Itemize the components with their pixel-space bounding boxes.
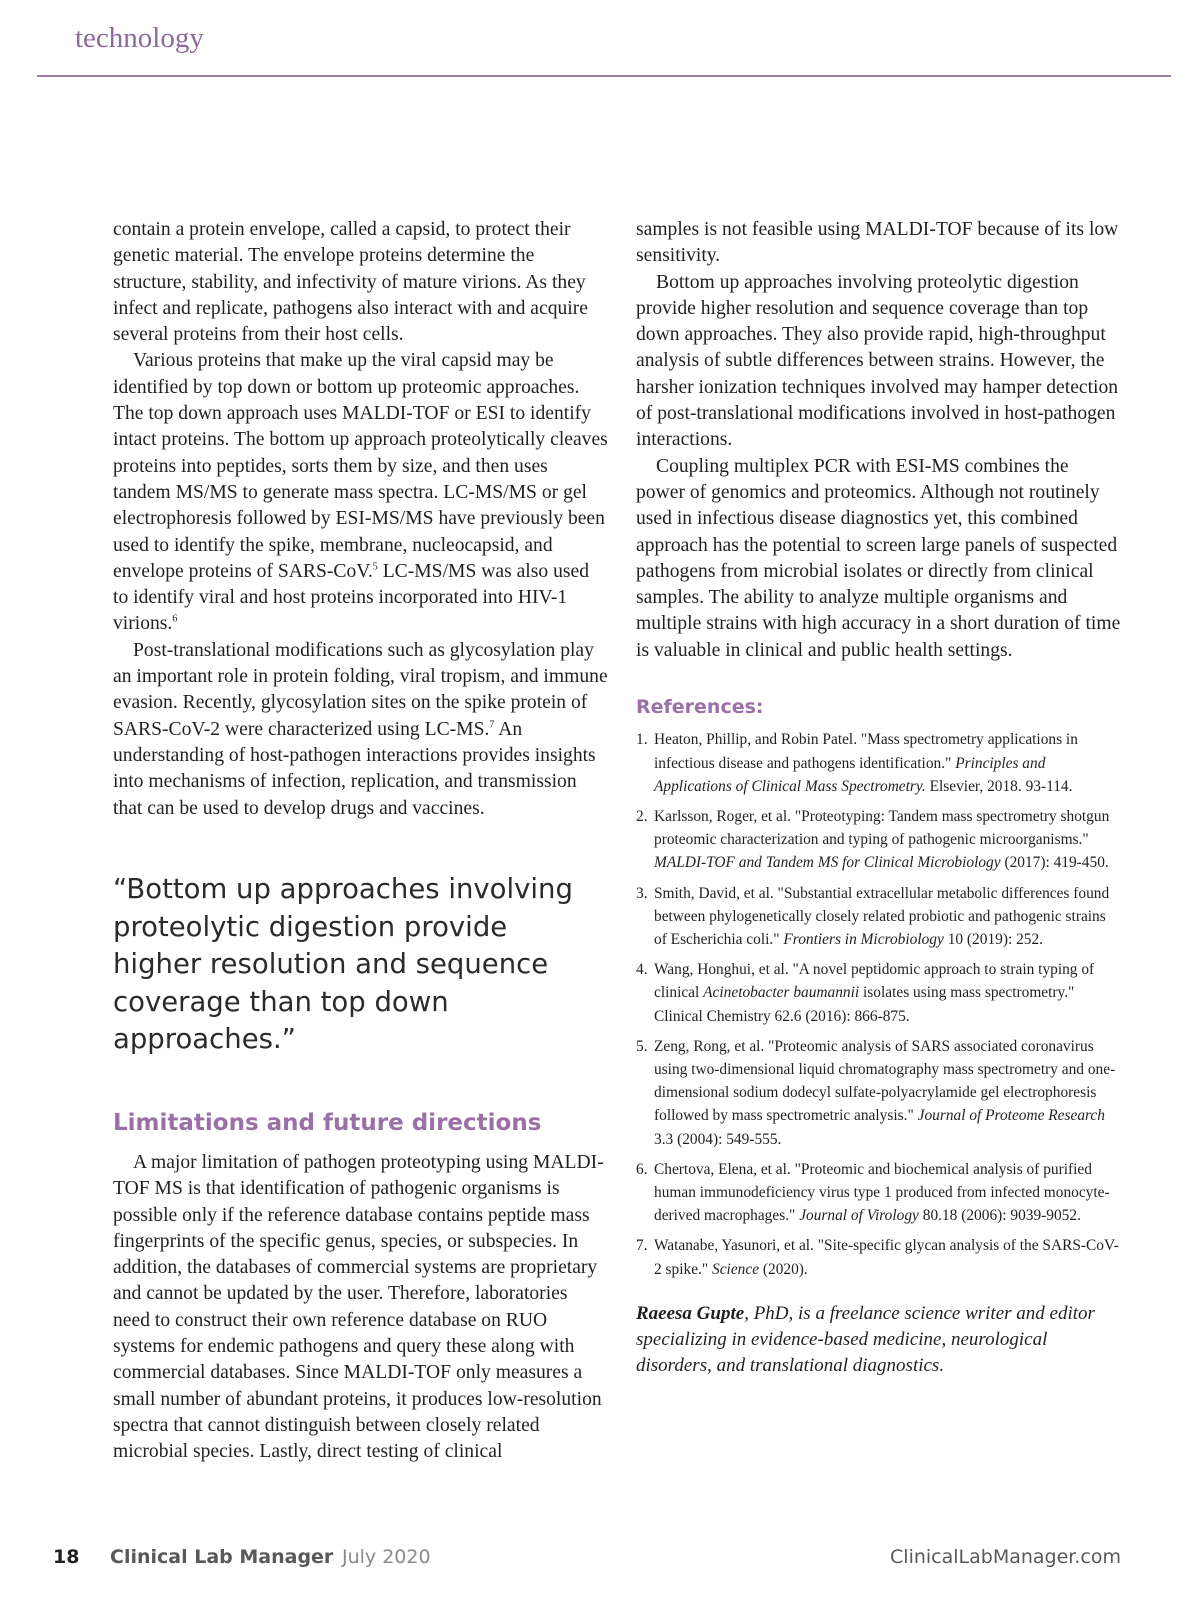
reference-text: Watanabe, Yasunori, et al. "Site-specific glycan analysis of the SARS-CoV-2 spike." (654, 1237, 1119, 1278)
reference-tail: (2017): 419-450. (1004, 854, 1109, 872)
body-paragraph (113, 638, 608, 822)
references-heading: References: (636, 696, 764, 719)
page-footer (0, 1546, 1200, 1576)
page-number: 18 (53, 1546, 80, 1568)
reference-item (636, 1158, 1121, 1228)
body-paragraph: contain a protein envelope, called a capsid, to protect their genetic material. The envelope proteins determine the structure, stability, and infectivity of mature virions. As they infect and replicate, pathogens also interact with and acquire several proteins from their host cells. (113, 219, 588, 346)
pull-quote: “Bottom up approaches involving proteolytic digestion provide higher resolution and sequence coverage than top down approaches.” (113, 873, 573, 1055)
reference-journal: Journal of Proteome Research (917, 1107, 1105, 1125)
reference-item (636, 882, 1121, 952)
citation-superscript: 7 (489, 719, 495, 731)
reference-item (636, 1035, 1121, 1151)
section-label: technology (75, 22, 204, 54)
citation-superscript: 5 (372, 561, 378, 573)
reference-tail: isolates using mass spectrometry." Clinical Chemistry 62.6 (2016): 866-875. (654, 984, 1075, 1025)
citation-superscript: 6 (172, 613, 178, 625)
body-paragraph (113, 348, 608, 637)
reference-text: Karlsson, Roger, et al. "Proteotyping: Tandem mass spectrometry shotgun proteomic characterization and typing of pathogenic microorganisms." (654, 807, 1110, 849)
reference-number: 3. (636, 884, 648, 902)
reference-tail: Elsevier, 2018. 93-114. (929, 777, 1073, 795)
reference-number: 5. (636, 1037, 648, 1055)
website-url: ClinicalLabManager.com (890, 1546, 1121, 1568)
reference-item (636, 1234, 1121, 1280)
reference-journal: Principles and Applications of Clinical Mass Spectrometry. (654, 754, 1046, 795)
reference-journal: MALDI-TOF and Tandem MS for Clinical Microbiology (654, 854, 1001, 872)
left-column (113, 217, 608, 822)
author-name: Raeesa Gupte (636, 1302, 745, 1324)
reference-number: 6. (636, 1160, 648, 1178)
reference-journal: Journal of Virology (799, 1207, 919, 1225)
reference-tail: 10 (2019): 252. (947, 930, 1044, 948)
reference-number: 4. (636, 961, 648, 979)
body-paragraph: Bottom up approaches involving proteolytic digestion provide higher resolution and sequence coverage than top down approaches. They also provide rapid, high-throughput analysis of subtle differences between strains. However, the harsher ionization techniques involved may hamper detection of post-translational modifications involved in host-pathogen interactions. (636, 271, 1119, 451)
body-paragraph: Coupling multiplex PCR with ESI-MS combines the power of genomics and proteomics. Although not routinely used in infectious disease diagnostics yet, this combined approach has the potential to screen large panels of suspected pathogens from microbial isolates or directly from clinical samples. The ability to analyze multiple organisms and multiple strains with high accuracy in a short duration of time is valuable in clinical and public health settings. (636, 455, 1121, 661)
header-rule (37, 75, 1171, 77)
reference-tail: 80.18 (2006): 9039-9052. (922, 1207, 1081, 1225)
limitations-heading: Limitations and future directions (113, 1110, 542, 1136)
limitations-column (113, 1150, 608, 1466)
body-paragraph: A major limitation of pathogen proteotyping using MALDI-TOF MS is that identification of pathogenic organisms is possible only if the reference database contains peptide mass fingerprints of the specific genus, species, or subspecies. In addition, the databases of commercial systems are proprietary and cannot be updated by the user. Therefore, laboratories need to construct their own reference database on RUO systems for endemic pathogens and query these along with commercial databases. Since MALDI-TOF only measures a small number of abundant proteins, it produces low-resolution spectra that cannot distinguish between closely related microbial species. Lastly, direct testing of clinical (113, 1152, 604, 1463)
paragraph-text: Various proteins that make up the viral capsid may be identified by top down or bottom up proteomic approaches. The top down approach uses MALDI-TOF or ESI to identify intact proteins. The bottom up approach proteolytically cleaves proteins into peptides, sorts them by size, and then uses tandem MS/MS to generate mass spectra. LC-MS/MS or gel electrophoresis followed by ESI-MS/MS have previously been used to identify the spike, membrane, nucleocapsid, and envelope proteins of SARS-CoV. (113, 350, 608, 582)
reference-tail: 3.3 (2004): 549-555. (654, 1130, 782, 1148)
paragraph-text: An understanding of host-pathogen interactions provides insights into mechanisms of infection, replication, and transmission that can be used to develop drugs and vaccines. (113, 718, 596, 819)
reference-number: 7. (636, 1237, 648, 1255)
reference-text: Zeng, Rong, et al. "Proteomic analysis of SARS associated coronavirus using two-dimensional liquid chromatography mass spectrometry and one-dimensional sodium dodecyl sulfate-polyacrylamide gel electrophoresis followed by mass spectrometric analysis." (654, 1037, 1116, 1125)
reference-text: Heaton, Phillip, and Robin Patel. "Mass spectrometry applications in infectious disease and pathogens identification." (654, 731, 1078, 772)
reference-journal: Frontiers in Microbiology (783, 930, 944, 948)
paragraph-text: Post-translational modifications such as glycosylation play an important role in protein folding, viral tropism, and immune evasion. Recently, glycosylation sites on the spike protein of SARS-CoV-2 were characterized using LC-MS. (113, 639, 608, 740)
author-bio: , PhD, is a freelance science writer and editor specializing in evidence-based medicine, neurological disorders, and translational diagnostics. (636, 1302, 1095, 1376)
reference-tail: (2020). (762, 1260, 808, 1278)
body-paragraph: samples is not feasible using MALDI-TOF because of its low sensitivity. (636, 219, 1119, 267)
issue-date: July 2020 (342, 1546, 431, 1568)
right-column (636, 217, 1121, 1379)
reference-journal: Science (712, 1260, 760, 1278)
reference-journal: Acinetobacter baumannii (703, 984, 860, 1002)
references-list (636, 728, 1121, 1280)
reference-number: 2. (636, 807, 648, 825)
reference-item (636, 958, 1121, 1028)
reference-number: 1. (636, 731, 648, 749)
author-byline (636, 1301, 1121, 1379)
paragraph-text: LC-MS/MS was also used to identify viral and host proteins incorporated into HIV-1 virions. (113, 560, 589, 635)
reference-text: Chertova, Elena, et al. "Proteomic and biochemical analysis of purified human immunodeficiency virus type 1 produced from infected monocyte-derived macrophages." (654, 1160, 1110, 1225)
reference-text: Smith, David, et al. "Substantial extracellular metabolic differences found between phylogenetically closely related probiotic and pathogenic strains of Escherichia coli." (654, 884, 1110, 948)
reference-item (636, 805, 1121, 875)
reference-text: Wang, Honghui, et al. "A novel peptidomic approach to strain typing of clinical (654, 961, 1095, 1002)
magazine-name: Clinical Lab Manager (110, 1546, 334, 1568)
reference-item (636, 728, 1121, 798)
